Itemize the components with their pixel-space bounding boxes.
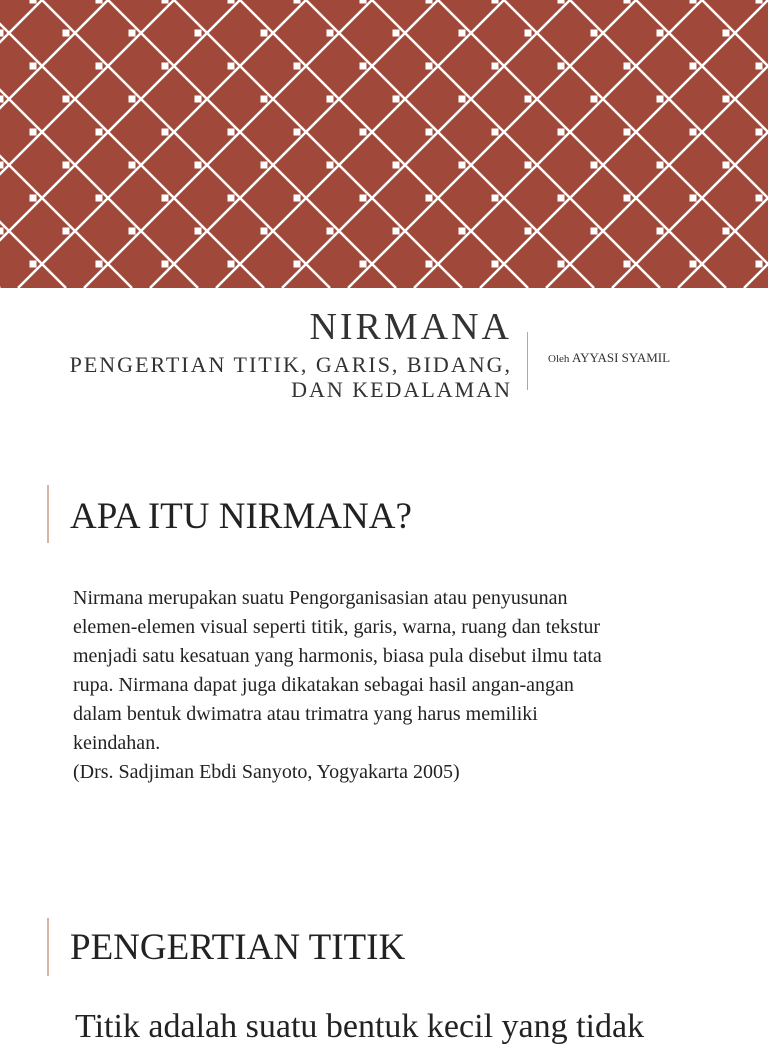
pattern-dot	[63, 228, 70, 235]
pattern-dot	[591, 162, 598, 169]
pattern-dot	[756, 0, 763, 4]
pattern-dot	[360, 261, 367, 268]
pattern-dot	[228, 261, 235, 268]
subtitle-line-1: PENGERTIAN TITIK, GARIS, BIDANG,	[69, 352, 512, 377]
pattern-dot	[558, 195, 565, 202]
pattern-dot	[162, 63, 169, 70]
pattern-dot	[690, 63, 697, 70]
body-line: keindahan.	[73, 732, 161, 754]
section-accent-bar	[47, 918, 49, 976]
pattern-dot	[360, 63, 367, 70]
author-prefix: Oleh	[548, 353, 570, 365]
pattern-dot	[492, 261, 499, 268]
body-line: dalam bentuk dwimatra atau trimatra yang harus memiliki	[73, 703, 538, 725]
pattern-dot	[558, 261, 565, 268]
pattern-dot	[30, 0, 37, 4]
pattern-dot	[723, 162, 730, 169]
pattern-dot	[96, 0, 103, 4]
pattern-dot	[162, 129, 169, 136]
pattern-dot	[426, 63, 433, 70]
pattern-dot	[162, 261, 169, 268]
body-line: Nirmana merupakan suatu Pengorganisasian atau penyusunan	[73, 587, 568, 609]
pattern-dot	[162, 195, 169, 202]
pattern-dot	[96, 195, 103, 202]
title-divider	[527, 332, 528, 390]
pattern-dot	[228, 129, 235, 136]
pattern-dot	[723, 228, 730, 235]
pattern-dot	[162, 0, 169, 4]
pattern-dot	[294, 0, 301, 4]
pattern-dot	[393, 162, 400, 169]
pattern-dot	[558, 0, 565, 4]
pattern-dot	[492, 195, 499, 202]
pattern-dot	[96, 129, 103, 136]
pattern-dot	[657, 228, 664, 235]
body-line: elemen-elemen visual seperti titik, garis, warna, ruang dan tekstur	[73, 616, 601, 638]
pattern-dot	[294, 63, 301, 70]
pattern-dot	[30, 129, 37, 136]
pattern-dot	[393, 228, 400, 235]
pattern-dot	[756, 261, 763, 268]
pattern-dot	[96, 63, 103, 70]
pattern-dot	[426, 261, 433, 268]
pattern-dot	[129, 228, 136, 235]
pattern-dot	[0, 228, 4, 235]
title-block	[0, 290, 768, 430]
pattern-dot	[426, 195, 433, 202]
pattern-dot	[63, 30, 70, 37]
presentation-title: NIRMANA	[309, 306, 512, 348]
pattern-dot	[30, 261, 37, 268]
pattern-dot	[624, 0, 631, 4]
pattern-dot	[591, 228, 598, 235]
author-credit	[548, 350, 670, 366]
subtitle-line-2: DAN KEDALAMAN	[291, 377, 512, 403]
pattern-dot	[492, 129, 499, 136]
pattern-dot	[261, 30, 268, 37]
pattern-dot	[657, 96, 664, 103]
pattern-dot	[624, 195, 631, 202]
pattern-dot	[393, 96, 400, 103]
pattern-dot	[63, 96, 70, 103]
pattern-dot	[591, 30, 598, 37]
pattern-dot	[360, 0, 367, 4]
pattern-dot	[624, 63, 631, 70]
pattern-dot	[360, 129, 367, 136]
pattern-dot	[624, 261, 631, 268]
citation: (Drs. Sadjiman Ebdi Sanyoto, Yogyakarta 2005)	[73, 761, 460, 783]
pattern-dot	[129, 162, 136, 169]
pattern-dot	[195, 162, 202, 169]
pattern-dot	[327, 162, 334, 169]
pattern-dot	[525, 228, 532, 235]
pattern-dot	[723, 30, 730, 37]
pattern-dot	[459, 96, 466, 103]
section-accent-bar	[47, 485, 49, 543]
section-heading: APA ITU NIRMANA?	[70, 496, 412, 537]
pattern-dot	[690, 129, 697, 136]
pattern-dot	[228, 63, 235, 70]
pattern-dot	[525, 30, 532, 37]
pattern-dot	[129, 30, 136, 37]
pattern-dot	[525, 96, 532, 103]
pattern-dot	[327, 96, 334, 103]
pattern-dot	[327, 228, 334, 235]
pattern-dot	[591, 96, 598, 103]
pattern-dot	[393, 30, 400, 37]
pattern-dot	[261, 96, 268, 103]
pattern-dot	[195, 30, 202, 37]
section-body-text	[73, 584, 673, 787]
pattern-dot	[30, 195, 37, 202]
pattern-dot	[30, 63, 37, 70]
pattern-dot	[426, 0, 433, 4]
pattern-dot	[294, 261, 301, 268]
pattern-dot	[459, 162, 466, 169]
pattern-dot	[228, 195, 235, 202]
pattern-dot	[459, 30, 466, 37]
pattern-dot	[426, 129, 433, 136]
pattern-dot	[96, 261, 103, 268]
pattern-dot	[756, 63, 763, 70]
pattern-dot	[195, 228, 202, 235]
pattern-dot	[690, 261, 697, 268]
pattern-dot	[558, 129, 565, 136]
pattern-dot	[228, 0, 235, 4]
pattern-dot	[195, 96, 202, 103]
pattern-dot	[261, 228, 268, 235]
pattern-dot	[0, 96, 4, 103]
pattern-dot	[723, 96, 730, 103]
pattern-dot	[327, 30, 334, 37]
pattern-dot	[261, 162, 268, 169]
pattern-dot	[492, 0, 499, 4]
pattern-dot	[492, 63, 499, 70]
section-heading: PENGERTIAN TITIK	[70, 927, 406, 968]
pattern-dot	[0, 30, 4, 37]
pattern-dot	[558, 63, 565, 70]
pattern-dot	[459, 228, 466, 235]
presentation-subtitle	[12, 352, 512, 403]
decorative-pattern-banner	[0, 0, 768, 288]
author-name: AYYASI SYAMIL	[571, 350, 671, 365]
pattern-dot	[657, 162, 664, 169]
pattern-dot	[0, 162, 4, 169]
pattern-dot	[690, 0, 697, 4]
pattern-dot	[294, 129, 301, 136]
pattern-dot	[129, 96, 136, 103]
pattern-dot	[756, 129, 763, 136]
pattern-dot	[294, 195, 301, 202]
pattern-dot	[690, 195, 697, 202]
pattern-dot	[63, 162, 70, 169]
pattern-dot	[657, 30, 664, 37]
pattern-dot	[360, 195, 367, 202]
pattern-dot	[756, 195, 763, 202]
body-line: rupa. Nirmana dapat juga dikatakan sebagai hasil angan-angan	[73, 674, 574, 696]
section-body-text-cutoff: Titik adalah suatu bentuk kecil yang tidak	[75, 1008, 645, 1045]
body-line: menjadi satu kesatuan yang harmonis, biasa pula disebut ilmu tata	[73, 645, 602, 667]
pattern-dot	[525, 162, 532, 169]
pattern-dot	[624, 129, 631, 136]
